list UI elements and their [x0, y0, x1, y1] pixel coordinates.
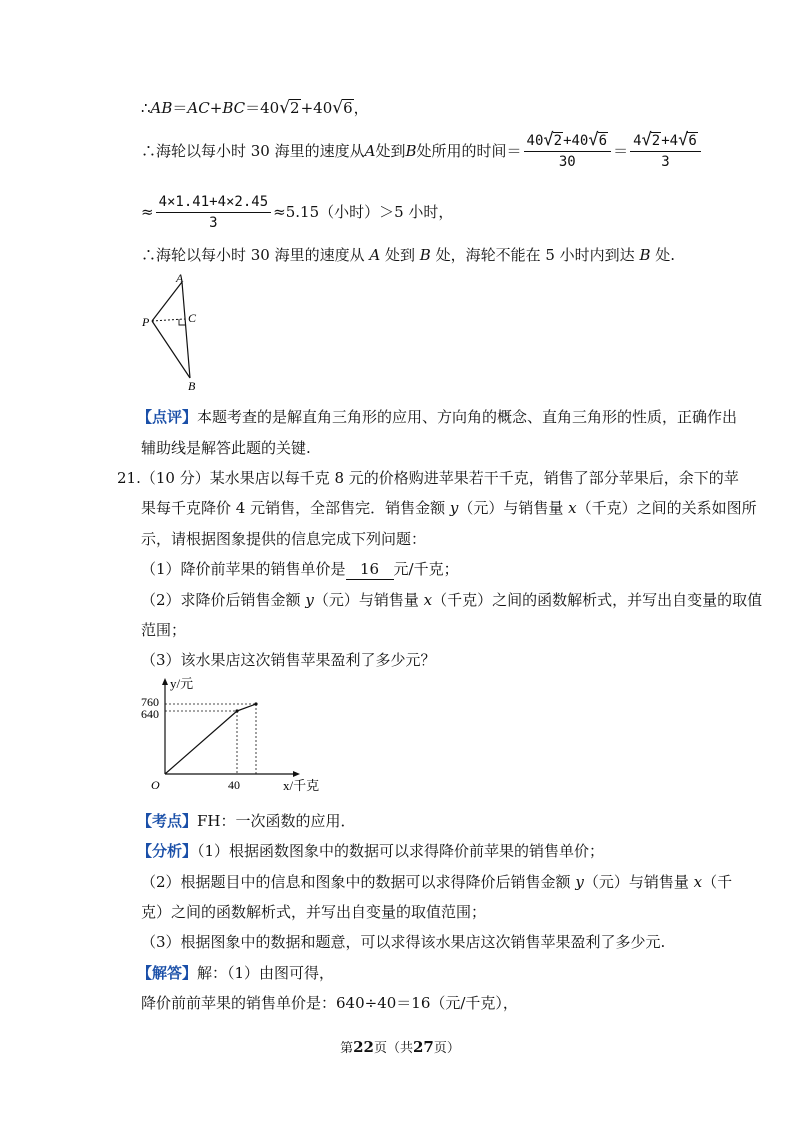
- segment-1: [165, 711, 237, 774]
- kaodian-line: [137, 811, 356, 831]
- radical-icon: √: [641, 130, 652, 150]
- radical-icon: √: [279, 98, 291, 118]
- fraction-3: [156, 193, 272, 232]
- comment-tag: 【点评】: [137, 408, 198, 426]
- radicand: 2: [290, 99, 300, 117]
- text-segment: 处所用的时间＝: [416, 142, 522, 160]
- num-part: +40: [563, 133, 589, 149]
- value-prefix: ＝40: [245, 99, 280, 117]
- label-b: B: [188, 379, 196, 393]
- solution-line-2: [141, 128, 703, 174]
- therefore-symbol: ∴: [141, 99, 151, 117]
- segment-pa: [152, 282, 182, 321]
- sub-question-3: [141, 650, 436, 670]
- radicand: 6: [598, 133, 608, 149]
- radicand: 2: [651, 133, 661, 149]
- x-axis-label: x/千克: [283, 778, 320, 793]
- jieda-tag: 【解答】: [137, 964, 198, 982]
- var-x: x: [693, 873, 703, 891]
- text-segment: 处到: [375, 142, 406, 160]
- question-21-line-1: [117, 468, 739, 488]
- fenxi-text: （3）根据图象中的数据和题意，可以求得该水果店这次销售苹果盈利了多少元.: [141, 933, 666, 951]
- numerator: 4×1.41+4×2.45: [156, 193, 272, 213]
- triangle-figure: [138, 270, 218, 392]
- point-a: A: [364, 142, 376, 160]
- fenxi-text: （1）根据函数图象中的数据可以求得降价前苹果的销售单价；: [197, 842, 605, 860]
- segment-ab: [182, 282, 190, 378]
- total-pages: 27: [413, 1038, 434, 1056]
- fraction-1: [524, 131, 612, 171]
- plus-sign: +: [209, 99, 223, 117]
- fenxi-text: （2）根据题目中的信息和图象中的数据可以求得降价后销售金额: [141, 873, 576, 891]
- fenxi-line-2: [141, 872, 732, 892]
- value-mid: +40: [300, 99, 333, 117]
- label-p: P: [142, 315, 150, 329]
- footer-text: 页（共: [373, 1041, 413, 1056]
- radicand: 6: [688, 133, 697, 149]
- segment-pb: [152, 321, 190, 378]
- y-tick-760: 760: [141, 695, 159, 709]
- comment-line-1: [137, 407, 737, 427]
- question-text: （10 分）某水果店以每千克 8 元的价格购进苹果若干千克，销售了部分苹果后，余下的苹: [140, 469, 739, 487]
- var-y: y: [449, 499, 459, 517]
- jieda-line-2: [141, 993, 518, 1013]
- origin-label: O: [151, 778, 160, 792]
- fenxi-text: 克）之间的函数解析式，并写出自变量的取值范围；: [141, 903, 487, 921]
- point-b: B: [639, 246, 651, 264]
- label-c: C: [188, 311, 197, 325]
- segment-2: [237, 704, 256, 711]
- fenxi-line-1: [137, 841, 604, 861]
- eq-sign: ＝: [613, 142, 629, 160]
- num-part: 4: [633, 133, 642, 149]
- var-ac: AC: [187, 99, 210, 117]
- question-text: 果每千克降价 4 元销售，全部售完．销售金额: [141, 499, 450, 517]
- question-text: 元/千克；: [393, 560, 459, 578]
- question-text: （千克）之间的关系如图所: [576, 499, 757, 517]
- var-x: x: [423, 591, 433, 609]
- fenxi-text: （千: [702, 873, 733, 891]
- var-y: y: [305, 591, 314, 609]
- approx-sign: ≈: [141, 203, 154, 221]
- kaodian-text: FH：一次函数的应用．: [197, 812, 356, 830]
- right-angle-icon: [179, 319, 185, 325]
- page-number: 22: [353, 1038, 374, 1056]
- solution-line-4: [141, 245, 675, 265]
- eq-sign: ＝: [172, 99, 188, 117]
- footer-text: 第: [340, 1041, 354, 1056]
- denominator: 3: [661, 154, 670, 170]
- solution-line-1: [141, 98, 369, 118]
- fenxi-tag: 【分析】: [137, 842, 198, 860]
- question-text: （3）该水果店这次销售苹果盈利了多少元？: [141, 651, 436, 669]
- text-segment: ∴海轮以每小时 30 海里的速度从: [141, 246, 370, 264]
- text-segment: ≈5.15（小时）＞5 小时，: [273, 203, 454, 221]
- sub-question-2: [141, 590, 762, 610]
- kaodian-tag: 【考点】: [137, 812, 198, 830]
- y-axis-label: y/元: [170, 676, 194, 691]
- fenxi-text: （元）与销售量: [583, 873, 694, 891]
- denominator: 3: [209, 214, 218, 231]
- var-y: y: [575, 873, 584, 891]
- var-bc: BC: [222, 99, 246, 117]
- label-a: A: [176, 271, 184, 285]
- point-b: B: [419, 246, 431, 264]
- function-graph: [138, 673, 320, 793]
- fenxi-line-4: [141, 932, 665, 952]
- numerator: [630, 131, 701, 152]
- radical-icon: √: [588, 130, 599, 150]
- answer-blank: 16: [346, 559, 394, 580]
- question-text: （元）与销售量: [313, 591, 424, 609]
- question-number: 21.: [117, 469, 141, 487]
- sub-question-2-line-2: [141, 620, 186, 640]
- x-axis-arrow-icon: [293, 771, 300, 777]
- num-part: +4: [661, 133, 679, 149]
- footer-text: 页）: [433, 1041, 460, 1056]
- text-segment: ∴海轮以每小时 30 海里的速度从: [141, 142, 365, 160]
- question-text: 示，请根据图象提供的信息完成下列问题：: [141, 530, 427, 548]
- fraction-2: [630, 131, 701, 171]
- jieda-text: 降价前前苹果的销售单价是：640÷40＝16（元/千克），: [141, 994, 518, 1012]
- page-footer: [0, 1037, 800, 1056]
- radical-icon: √: [332, 98, 344, 118]
- comment-text: 本题考查的是解直角三角形的应用、方向角的概念、直角三角形的性质，正确作出: [197, 408, 738, 426]
- question-21-line-3: [141, 529, 426, 549]
- radical-icon: √: [678, 130, 689, 150]
- solution-line-3: [141, 190, 453, 234]
- y-axis-arrow-icon: [162, 678, 168, 685]
- question-text: （2）求降价后销售金额: [141, 591, 306, 609]
- comma: ，: [353, 99, 369, 117]
- num-part: 40: [526, 133, 544, 149]
- var-ab: AB: [150, 99, 173, 117]
- jieda-text: 解：（1）由图可得，: [197, 964, 335, 982]
- segment-pc: [152, 319, 185, 321]
- radicand: 2: [553, 133, 563, 149]
- x-tick-40: 40: [228, 778, 240, 792]
- fenxi-line-3: [141, 902, 486, 922]
- sub-question-1: [141, 559, 459, 580]
- var-x: x: [568, 499, 577, 517]
- y-tick-640: 640: [141, 707, 159, 721]
- text-segment: 处，海轮不能在 5 小时内到达: [430, 246, 640, 264]
- text-segment: 处到: [380, 246, 420, 264]
- radicand: 6: [343, 99, 353, 117]
- numerator: [524, 131, 612, 152]
- question-text: （千克）之间的函数解析式，并写出自变量的取值: [432, 591, 763, 609]
- question-text: 范围；: [141, 621, 187, 639]
- radical-icon: √: [543, 130, 554, 150]
- comment-text: 辅助线是解答此题的关键.: [141, 439, 311, 457]
- question-21-line-2: [141, 498, 757, 518]
- text-segment: 处.: [650, 246, 676, 264]
- comment-line-2: [141, 438, 311, 458]
- question-text: （元）与销售量: [458, 499, 569, 517]
- denominator: 30: [558, 154, 576, 170]
- jieda-line-1: [137, 963, 334, 983]
- point-b: B: [405, 142, 417, 160]
- question-text: （1）降价前苹果的销售单价是: [141, 560, 346, 578]
- point-a: A: [369, 246, 381, 264]
